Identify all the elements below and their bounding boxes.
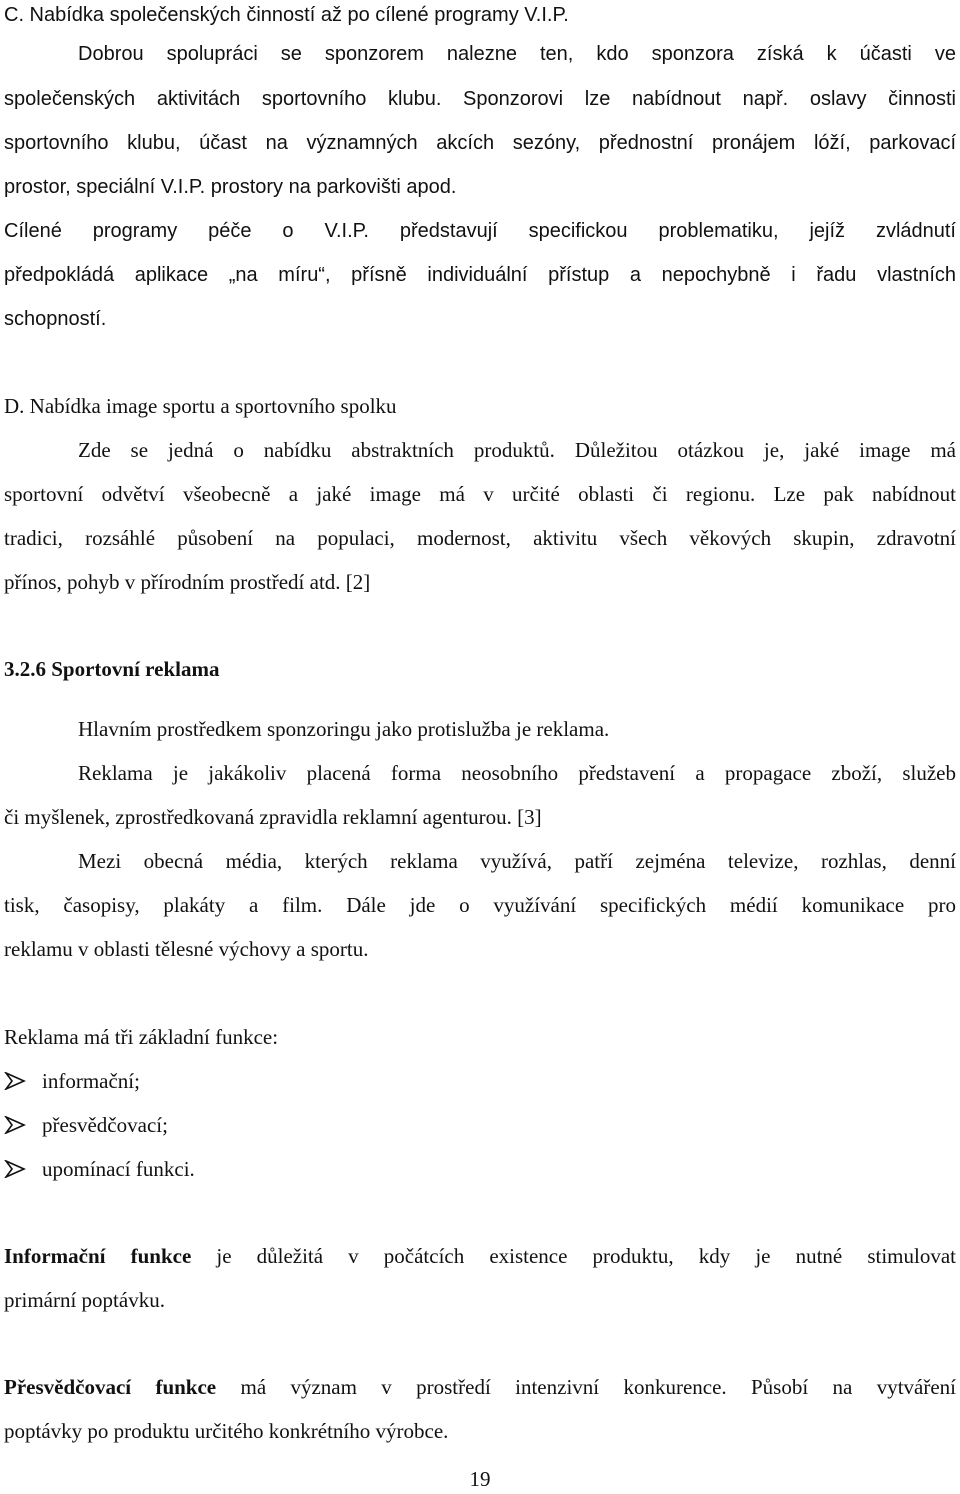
info-function-line2: primární poptávku. xyxy=(4,1288,165,1312)
list-item xyxy=(4,1154,956,1184)
section-d-heading: D. Nabídka image sportu a sportovního spolku xyxy=(4,394,397,418)
section-326-para2-line1: Reklama je jakákoliv placená forma neosobního představení a propagace zboží, služeb xyxy=(78,761,956,785)
list-item-label: informační; xyxy=(42,1069,140,1093)
list-item-label: upomínací funkci. xyxy=(42,1157,195,1181)
info-function-term: Informační funkce xyxy=(4,1244,192,1268)
section-326-para1: Hlavním prostředkem sponzoringu jako protislužba je reklama. xyxy=(78,717,610,741)
section-326-para3-line3: reklamu v oblasti tělesné výchovy a sportu. xyxy=(4,937,369,961)
section-326-para3-line1: Mezi obecná média, kterých reklama využívá, patří zejména televize, rozhlas, denní xyxy=(78,849,956,873)
section-d-para-line2: sportovní odvětví všeobecně a jaké image má v určité oblasti či regionu. Lze pak nabídnout xyxy=(4,482,956,506)
arrowhead-bullet-icon xyxy=(4,1110,26,1140)
section-c-para1-line2: společenských aktivitách sportovního klubu. Sponzorovi lze nabídnout např. oslavy činnosti xyxy=(4,88,956,110)
info-function-line1 xyxy=(4,1241,956,1271)
persuasive-function-line1 xyxy=(4,1372,956,1402)
functions-intro: Reklama má tři základní funkce: xyxy=(4,1025,279,1049)
persuasive-function-line2: poptávky po produktu určitého konkrétního výrobce. xyxy=(4,1419,449,1443)
section-c-para2-line2: předpokládá aplikace „na míru“, přísně individuální přístup a nepochybně i řadu vlastních xyxy=(4,264,956,286)
section-d-para-line1: Zde se jedná o nabídku abstraktních produktů. Důležitou otázkou je, jaké image má xyxy=(78,438,956,462)
section-c-heading: C. Nabídka společenských činností až po cílené programy V.I.P. xyxy=(4,4,569,26)
section-d-para-line3: tradici, rozsáhlé působení na populaci, modernost, aktivitu všech věkových skupin, zdravotní xyxy=(4,526,956,550)
section-c-para1-line3: sportovního klubu, účast na významných akcích sezóny, přednostní pronájem lóží, parkovací xyxy=(4,132,956,154)
section-326-heading: 3.2.6 Sportovní reklama xyxy=(4,657,220,681)
list-item-label: přesvědčovací; xyxy=(42,1113,168,1137)
section-326-para3-line2: tisk, časopisy, plakáty a film. Dále jde o využívání specifických médií komunikace pro xyxy=(4,893,956,917)
list-item xyxy=(4,1066,956,1096)
arrowhead-bullet-icon xyxy=(4,1066,26,1096)
info-function-text: je důležitá v počátcích existence produktu, kdy je nutné stimulovat xyxy=(191,1244,956,1268)
section-d-para-line4: přínos, pohyb v přírodním prostředí atd. [2] xyxy=(4,570,371,594)
section-326-para2-line2: či myšlenek, zprostředkovaná zpravidla reklamní agenturou. [3] xyxy=(4,805,542,829)
section-c-para1-line1: Dobrou spolupráci se sponzorem nalezne ten, kdo sponzora získá k účasti ve xyxy=(78,43,956,65)
persuasive-function-term: Přesvědčovací funkce xyxy=(4,1375,217,1399)
section-c-para2-line3: schopností. xyxy=(4,308,107,330)
document-page xyxy=(4,0,956,1493)
section-c-para2-line1: Cílené programy péče o V.I.P. představují specifickou problematiku, jejíž zvládnutí xyxy=(4,220,956,242)
arrowhead-bullet-icon xyxy=(4,1154,26,1184)
persuasive-function-text: má význam v prostředí intenzivní konkurence. Působí na vytváření xyxy=(216,1375,956,1399)
page-number: 19 xyxy=(469,1467,491,1491)
list-item xyxy=(4,1110,956,1140)
section-c-para1-line4: prostor, speciální V.I.P. prostory na parkovišti apod. xyxy=(4,176,457,198)
